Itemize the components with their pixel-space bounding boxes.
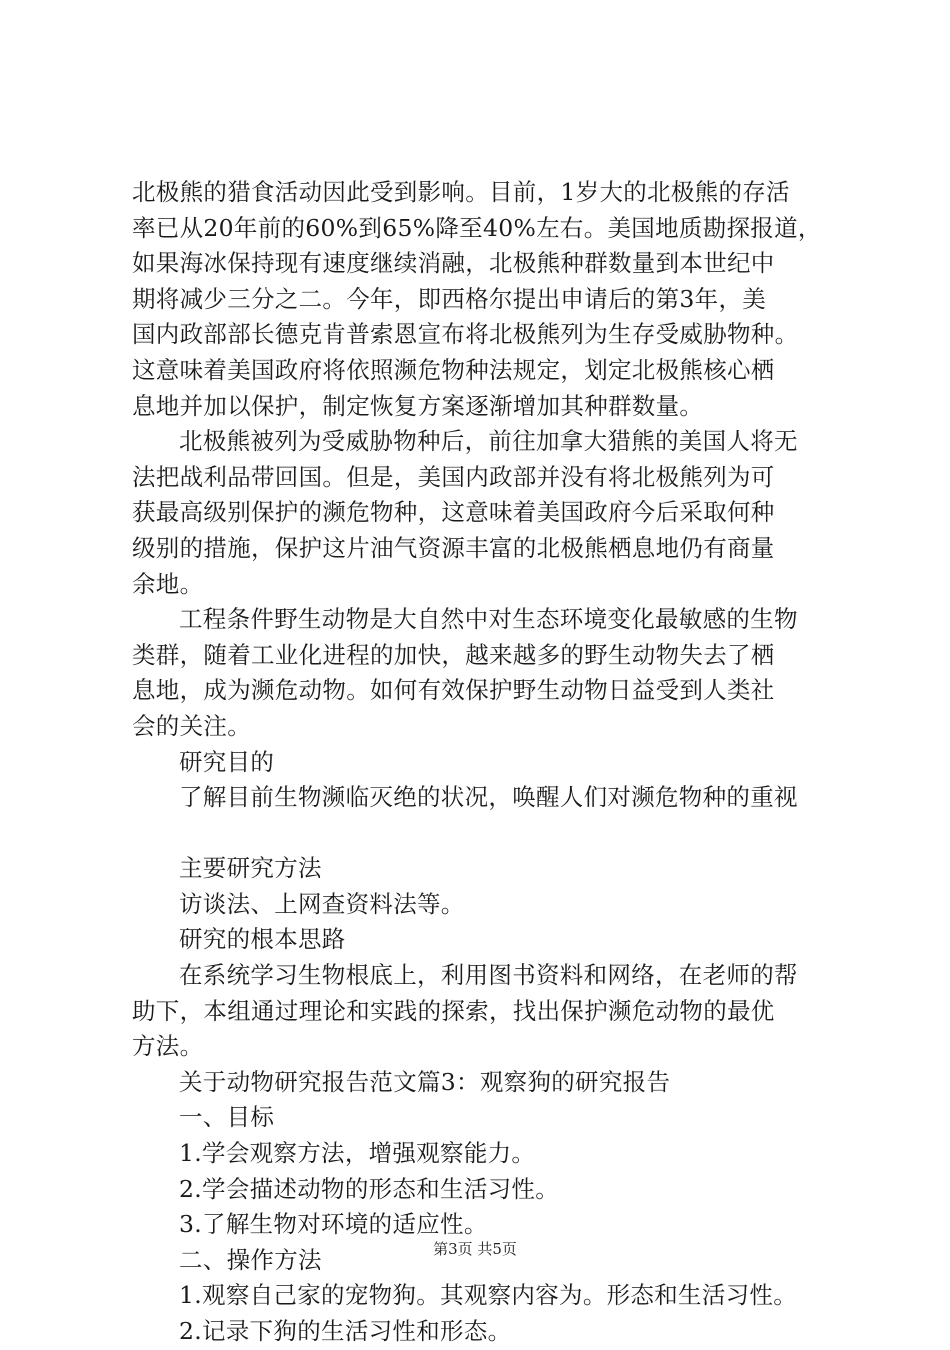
text-line: 助下，本组通过理论和实践的探索，找出保护濒危动物的最优 [132,996,775,1025]
text-line: 会的关注。 [132,711,251,740]
document-body [132,175,844,1350]
text-line: 获最高级别保护的濒危物种，这意味着美国政府今后采取何种 [132,498,775,527]
text-line: 工程条件野生动物是大自然中对生态环境变化最敏感的生物 [179,605,798,634]
text-line: 北极熊的猎食活动因此受到影响。目前，1岁大的北极熊的存活 [132,178,790,206]
text-line: 息地，成为濒危动物。如何有效保护野生动物日益受到人类社 [132,676,775,705]
text-line: 北极熊被列为受威胁物种后，前往加拿大猎熊的美国人将无 [179,427,798,456]
text-line: 国内政部部长德克肯普索恩宣布将北极熊列为生存受威胁物种。 [132,320,799,349]
blank-line [132,816,844,852]
text-line: 2.学会描述动物的形态和生活习性。 [179,1174,560,1203]
text-line: 3.了解生物对环境的适应性。 [179,1210,488,1239]
text-line: 研究的根本思路 [179,925,346,954]
text-line: 率已从20年前的60%到65%降至40%左右。美国地质勘探报道， [132,213,822,242]
text-line: 一、目标 [179,1103,275,1132]
text-line: 研究目的 [179,747,275,776]
text-line: 这意味着美国政府将依照濒危物种法规定，划定北极熊核心栖 [132,355,775,384]
text-line: 1.学会观察方法，增强观察能力。 [179,1139,536,1168]
text-line: 级别的措施，保护这片油气资源丰富的北极熊栖息地仍有商量 [132,533,775,562]
text-line: 主要研究方法 [179,854,322,883]
text-line: 在系统学习生物根底上，利用图书资料和网络，在老师的帮 [179,961,798,990]
text-line: 息地并加以保护，制定恢复方案逐渐增加其种群数量。 [132,391,704,420]
text-line: 方法。 [132,1032,204,1061]
text-line: 余地。 [132,569,204,598]
text-line: 访谈法、上网查资料法等。 [179,889,465,918]
text-line: 类群，随着工业化进程的加快，越来越多的野生动物失去了栖 [132,640,775,669]
text-line: 关于动物研究报告范文篇3：观察狗的研究报告 [179,1067,671,1096]
text-line: 期将减少三分之二。今年，即西格尔提出申请后的第3年，美 [132,284,767,313]
text-line: 了解目前生物濒临灭绝的状况，唤醒人们对濒危物种的重视 [179,783,798,812]
text-line: 1.观察自己家的宠物狗。其观察内容为。形态和生活习性。 [179,1281,798,1310]
page-footer: 第3页 共5页 [433,1240,517,1258]
text-line: 二、操作方法 [179,1245,322,1274]
text-line: 法把战利品带回国。但是，美国内政部并没有将北极熊列为可 [132,462,775,491]
text-line: 如果海冰保持现有速度继续消融，北极熊种群数量到本世纪中 [132,249,775,278]
text-line: 2.记录下狗的生活习性和形态。 [179,1317,512,1345]
